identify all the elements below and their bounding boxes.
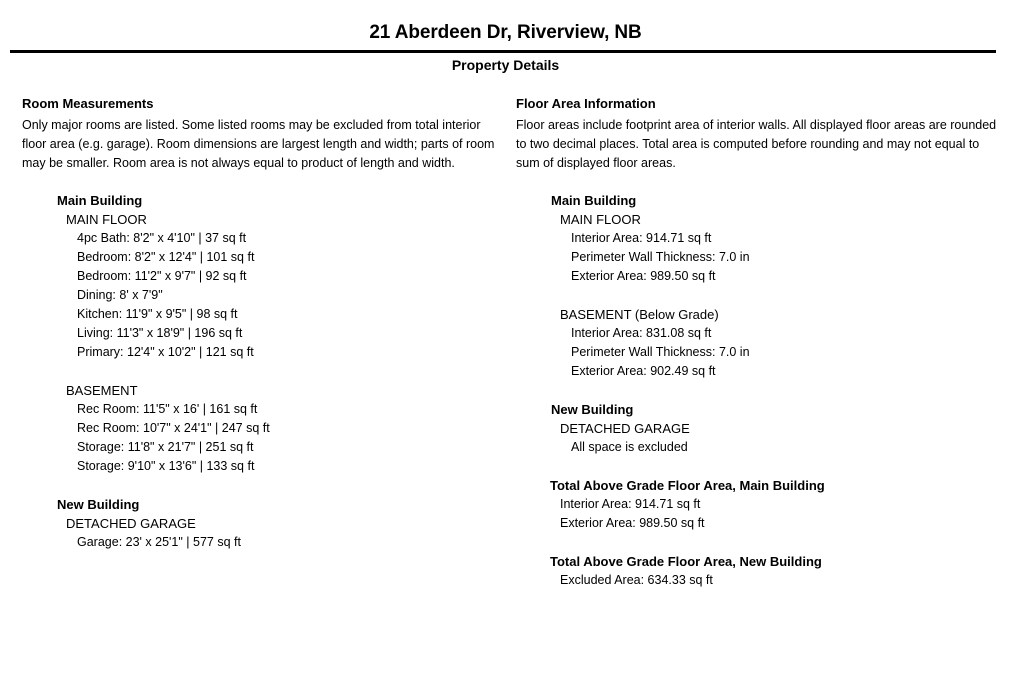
floor-group	[516, 210, 1001, 286]
title-divider	[10, 50, 996, 53]
building-name: New Building	[551, 402, 634, 417]
floor-spacer	[22, 362, 497, 381]
entry-line: Garage: 23' x 25'1" | 577 sq ft	[77, 535, 241, 549]
floor-name: BASEMENT (Below Grade)	[560, 307, 719, 322]
floor-group	[22, 514, 497, 552]
totals-group	[516, 476, 1001, 533]
entry-line: Perimeter Wall Thickness: 7.0 in	[571, 345, 750, 359]
totals-entry-line: Exterior Area: 989.50 sq ft	[560, 516, 705, 530]
entry-line: Interior Area: 831.08 sq ft	[571, 326, 712, 340]
floor-group	[22, 210, 497, 362]
floor-name: DETACHED GARAGE	[560, 421, 690, 436]
building-name: Main Building	[57, 193, 143, 208]
entry-line: Rec Room: 11'5" x 16' | 161 sq ft	[77, 402, 258, 416]
floor-group	[516, 305, 1001, 381]
floor-area-sections	[516, 191, 1001, 590]
building-name: New Building	[57, 497, 140, 512]
totals-heading: Total Above Grade Floor Area, New Building	[550, 554, 822, 569]
page-subtitle: Property Details	[451, 57, 560, 73]
room-measurements-description: Only major rooms are listed. Some listed rooms may be excluded from total interior floor area (e.g. garage). Room dimensions are largest length and width; parts of room may be smaller. Room area is not always equal to product of length and width.	[22, 118, 495, 170]
entry-line: Exterior Area: 902.49 sq ft	[571, 364, 716, 378]
floor-name: BASEMENT	[66, 383, 138, 398]
building-group	[516, 400, 1001, 457]
floor-spacer	[516, 286, 1001, 305]
floor-area-column	[516, 95, 1001, 590]
floor-name: DETACHED GARAGE	[66, 516, 196, 531]
building-name: Main Building	[551, 193, 637, 208]
entry-line: Storage: 9'10" x 13'6" | 133 sq ft	[77, 459, 255, 473]
entry-line: All space is excluded	[571, 440, 688, 454]
entry-line: Storage: 11'8" x 21'7" | 251 sq ft	[77, 440, 254, 454]
entry-line: 4pc Bath: 8'2" x 4'10" | 37 sq ft	[77, 231, 247, 245]
building-group	[22, 495, 497, 552]
floor-name: MAIN FLOOR	[560, 212, 641, 227]
page-title: 21 Aberdeen Dr, Riverview, NB	[369, 22, 642, 43]
room-measurements-column	[22, 95, 497, 552]
entry-line: Interior Area: 914.71 sq ft	[571, 231, 712, 245]
building-group	[22, 191, 497, 476]
entry-line: Rec Room: 10'7" x 24'1" | 247 sq ft	[77, 421, 270, 435]
entry-line: Perimeter Wall Thickness: 7.0 in	[571, 250, 750, 264]
floor-name: MAIN FLOOR	[66, 212, 147, 227]
building-group	[516, 191, 1001, 381]
entry-line: Kitchen: 11'9" x 9'5" | 98 sq ft	[77, 307, 238, 321]
section-spacer	[516, 533, 1001, 552]
totals-entry-line: Interior Area: 914.71 sq ft	[560, 497, 701, 511]
room-measurements-heading: Room Measurements	[22, 96, 154, 111]
entry-line: Bedroom: 8'2" x 12'4" | 101 sq ft	[77, 250, 255, 264]
entry-line: Dining: 8' x 7'9"	[77, 288, 163, 302]
totals-group	[516, 552, 1001, 590]
section-spacer	[516, 381, 1001, 400]
entry-line: Exterior Area: 989.50 sq ft	[571, 269, 716, 283]
floor-area-heading: Floor Area Information	[516, 96, 656, 111]
floor-group	[516, 419, 1001, 457]
floor-group	[22, 381, 497, 476]
entry-line: Living: 11'3" x 18'9" | 196 sq ft	[77, 326, 243, 340]
floor-area-description: Floor areas include footprint area of interior walls. All displayed floor areas are rounded to two decimal places. Total area is computed before rounding and may not equal to sum of displayed floor areas.	[516, 118, 997, 170]
section-spacer	[22, 476, 497, 495]
totals-heading: Total Above Grade Floor Area, Main Building	[550, 478, 825, 493]
entry-line: Primary: 12'4" x 10'2" | 121 sq ft	[77, 345, 254, 359]
totals-entry-line: Excluded Area: 634.33 sq ft	[560, 573, 713, 587]
room-measurements-sections	[22, 191, 497, 552]
section-spacer	[516, 457, 1001, 476]
entry-line: Bedroom: 11'2" x 9'7" | 92 sq ft	[77, 269, 247, 283]
